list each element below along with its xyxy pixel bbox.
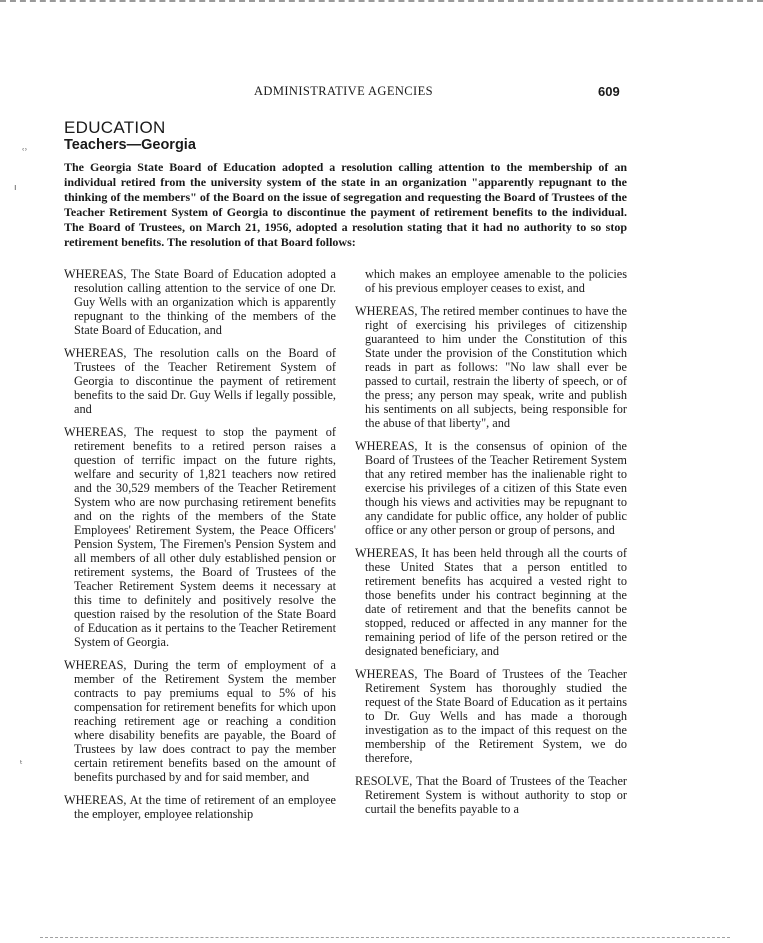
top-border-dashes <box>0 0 763 4</box>
section-subtitle: Teachers—Georgia <box>64 137 196 153</box>
margin-mark: ı <box>14 183 17 193</box>
section-title: EDUCATION <box>64 118 166 137</box>
running-head: ADMINISTRATIVE AGENCIES <box>254 84 433 98</box>
whereas-clause: WHEREAS, It has been held through all the courts of these United States that a person entitled to retirement benefits has acquired a vested right to those benefits under his contract beginning at the date of retirement and that the benefits cannot be stopped, reduced or affected in any manner for the remaining period of life of the person retired or the designated beneficiary, and <box>355 546 627 658</box>
whereas-clause: WHEREAS, The resolution calls on the Board of Trustees of the Teacher Retirement System of Georgia to discontinue the payment of retirement benefits to the said Dr. Guy Wells if legally possible, and <box>64 346 336 416</box>
whereas-clause: WHEREAS, The Board of Trustees of the Teacher Retirement System has thoroughly studied the request of the State Board of Education as it pertains to Dr. Guy Wells and has made a thorough investigation as to the impact of this request on the membership of the Retirement System, we do therefore, <box>355 667 627 765</box>
margin-mark: ʿʾ <box>22 148 28 158</box>
whereas-clause: WHEREAS, The retired member continues to have the right of exercising his privileges of citizenship guaranteed to him under the Constitution of this State under the provision of the Constitution which reads in part as follows: "No law shall ever be passed to curtail, restrain the liberty of speech, or of the press; any person may speak, write and publish his sentiments on all subjects, being responsible for the abuse of that liberty", and <box>355 304 627 430</box>
right-column <box>355 267 627 825</box>
whereas-clause: WHEREAS, During the term of employment of a member of the Retirement System the member contracts to pay premiums equal to 5% of his compensation for retirement benefits for which upon reaching retirement age or reaching a condition where disability benefits are payable, the Board of Trustees by law does contract to pay the member certain retirement benefits based on the amount of benefits purchased by and for said member, and <box>64 658 336 784</box>
whereas-clause: WHEREAS, The State Board of Education adopted a resolution calling attention to the service of one Dr. Guy Wells with an organization which is apparently repugnant to the thinking of the members of the State Board of Education, and <box>64 267 336 337</box>
bottom-border-dashes <box>40 937 730 939</box>
intro-paragraph: The Georgia State Board of Education adopted a resolution calling attention to the membership of an individual retired from the university system of the state in an organization "apparently repugnant to the thinking of the members" of the Board on the issue of segregation and requesting the Board of Trustees of the Teacher Retirement System of Georgia to discontinue the payment of retirement benefits to the individual. The Board of Trustees, on March 21, 1956, adopted a resolution stating that it had no authority to so stop retirement benefits. The resolution of that Board follows: <box>64 160 627 249</box>
continued-clause: which makes an employee amenable to the policies of his previous employer ceases to exist, and <box>365 267 627 295</box>
page-number: 609 <box>598 84 620 99</box>
whereas-clause: WHEREAS, It is the consensus of opinion of the Board of Trustees of the Teacher Retirement System that any retired member has the inalienable right to exercise his privileges of a citizen of this State even though his views and activities may be repugnant to any candidate for public office, any holder of public office or any other person or group of persons, and <box>355 439 627 537</box>
whereas-clause: WHEREAS, At the time of retirement of an employee the employer, employee relationship <box>64 793 336 821</box>
margin-mark: ᵗ <box>20 760 23 770</box>
whereas-clause: WHEREAS, The request to stop the payment of retirement benefits to a retired person raises a question of terrific impact on the future rights, welfare and security of 1,821 teachers now retired and the 30,529 members of the Teacher Retirement System who are now purchasing retirement benefits and on the rights of the members of the State Employees' Retirement System, the Peace Officers' Pension System, The Firemen's Pension System and all members of all other duly established pension or retirement systems, the Board of Trustees of the Teacher Retirement System deems it necessary at this time to definitely and positively resolve the question raised by the resolution of the State Board of Education as it pertains to the Teacher Retirement System of Georgia. <box>64 425 336 649</box>
left-column <box>64 267 336 830</box>
resolve-clause: RESOLVE, That the Board of Trustees of the Teacher Retirement System is without authority to stop or curtail the benefits payable to a <box>355 774 627 816</box>
